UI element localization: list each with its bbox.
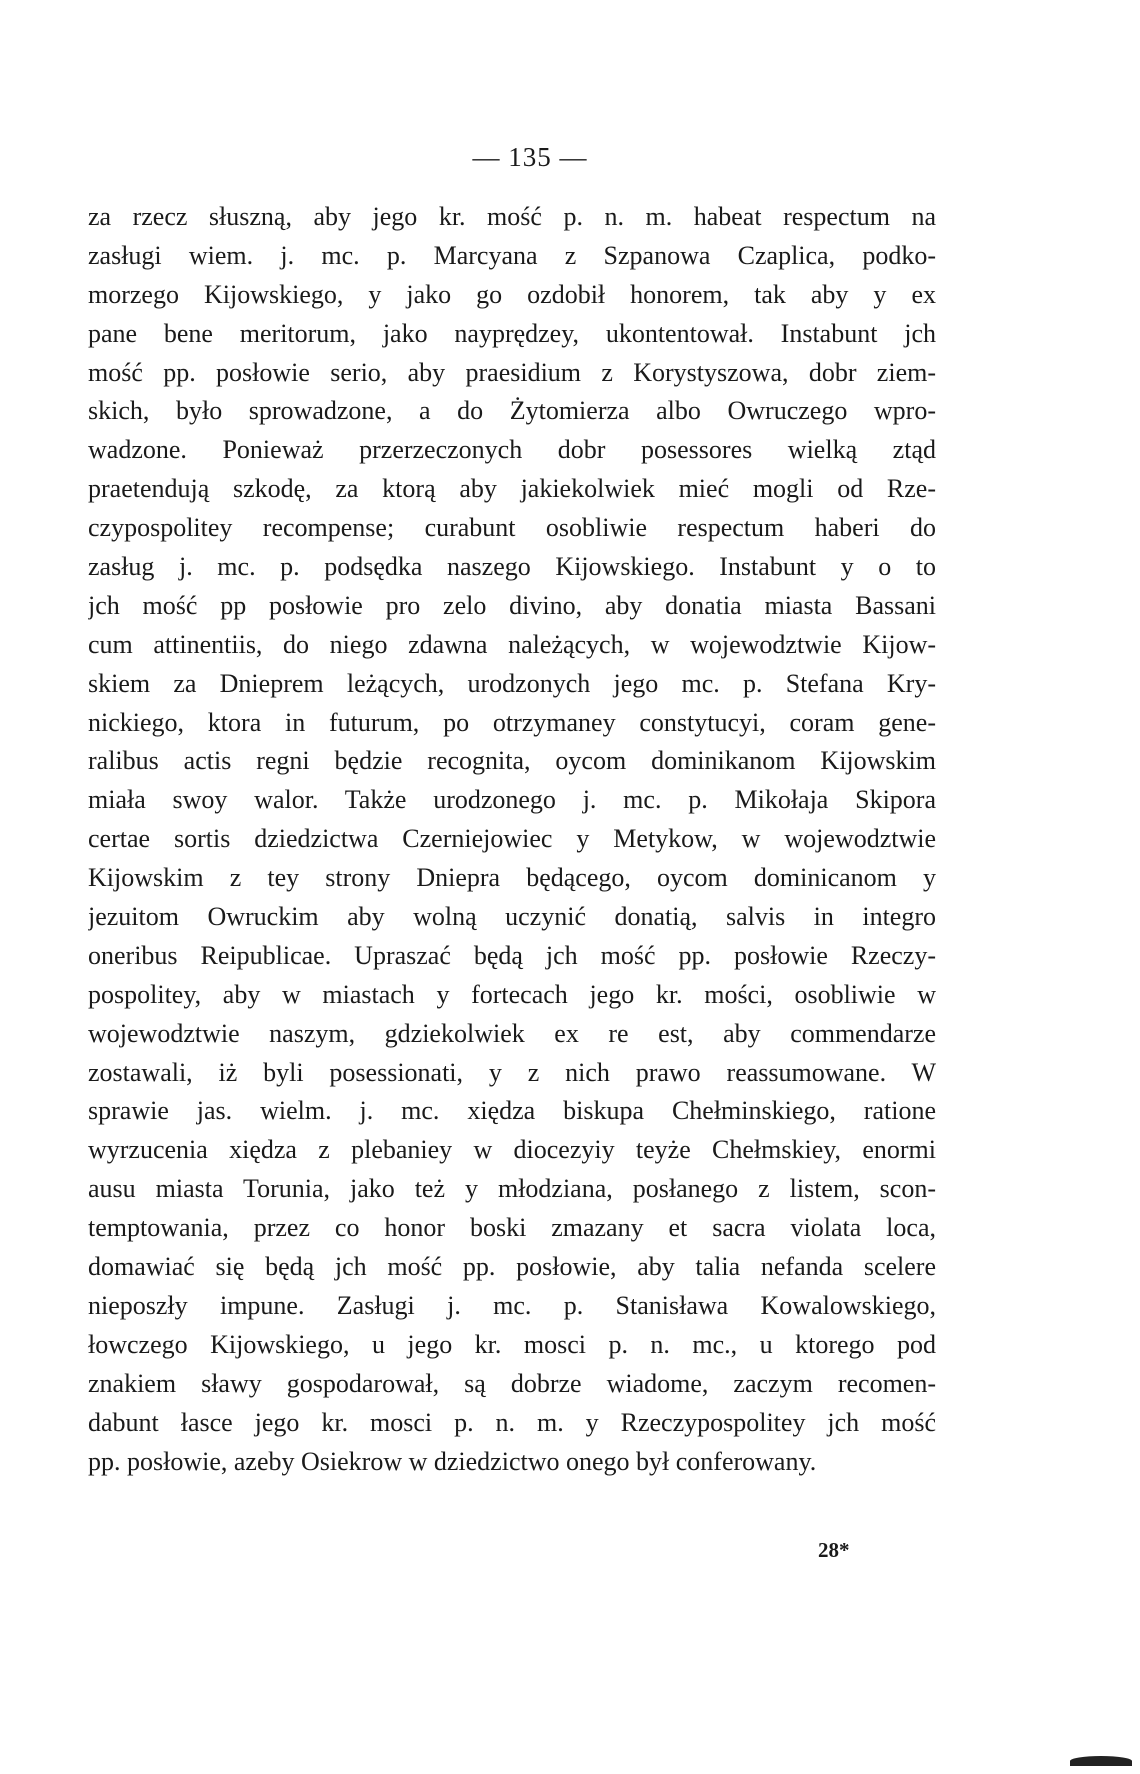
- text-line: ralibus actis regni będzie recognita, oycom dominikanom Kijowskim: [88, 746, 936, 776]
- text-line: wyrzucenia xiędza z plebaniey w diocezyiy teyże Chełmskiey, enormi: [88, 1135, 936, 1165]
- text-line: mość pp. posłowie serio, aby praesidium z Korystyszowa, dobr ziem-: [88, 357, 936, 387]
- signature-mark: 28*: [818, 1538, 850, 1562]
- text-line: certae sortis dziedzictwa Czerniejowiec y Metykow, w wojewodztwie: [88, 824, 936, 854]
- text-line: wojewodztwie naszym, gdziekolwiek ex re est, aby commendarze: [88, 1018, 936, 1048]
- text-line: czypospolitey recompense; curabunt osobliwie respectum haberi do: [88, 513, 936, 543]
- text-line: jezuitom Owruckim aby wolną uczynić donatią, salvis in integro: [88, 902, 936, 932]
- text-line: temptowania, przez co honor boski zmazany et sacra violata loca,: [88, 1213, 936, 1243]
- text-line: domawiać się będą jch mość pp. posłowie, aby talia nefanda scelere: [88, 1252, 936, 1282]
- text-line: wadzone. Ponieważ przerzeczonych dobr posessores wielką ztąd: [88, 435, 936, 465]
- text-line: oneribus Reipublicae. Upraszać będą jch mość pp. posłowie Rzeczy-: [88, 940, 936, 970]
- text-line: zasług j. mc. p. podsędka naszego Kijowskiego. Instabunt y o to: [88, 552, 936, 582]
- text-line: dabunt łasce jego kr. mosci p. n. m. y Rzeczypospolitey jch mość: [88, 1407, 936, 1437]
- text-line: za rzecz słuszną, aby jego kr. mość p. n. m. habeat respectum na: [88, 202, 936, 231]
- text-line: łowczego Kijowskiego, u jego kr. mosci p. n. mc., u ktorego pod: [88, 1329, 936, 1359]
- text-line: znakiem sławy gospodarował, są dobrze wiadome, zaczym recomen-: [88, 1368, 936, 1398]
- text-line: jch mość pp posłowie pro zelo divino, aby donatia miasta Bassani: [88, 590, 936, 620]
- text-line: pospolitey, aby w miastach y fortecach jego kr. mości, osobliwie w: [88, 979, 936, 1009]
- text-line: nieposzły impune. Zasługi j. mc. p. Stanisława Kowalowskiego,: [88, 1290, 936, 1320]
- text-line: pane bene meritorum, jako nayprędzey, ukontentował. Instabunt jch: [88, 318, 936, 348]
- text-line: pp. posłowie, azeby Osiekrow w dziedzictwo onego był conferowany.: [88, 1446, 817, 1476]
- text-line: sprawie jas. wielm. j. mc. xiędza biskupa Chełminskiego, ratione: [88, 1096, 936, 1126]
- body-text: [88, 198, 936, 1481]
- text-line: Kijowskim z tey strony Dniepra będącego, oycom dominicanom y: [88, 863, 936, 893]
- text-line: miała swoy walor. Także urodzonego j. mc. p. Mikołaja Skipora: [88, 785, 936, 815]
- text-line: ausu miasta Torunia, jako też y młodziana, posłanego z listem, scon-: [88, 1174, 936, 1204]
- text-line: skich, było sprowadzone, a do Żytomierza albo Owruczego wpro-: [88, 396, 936, 426]
- text-line: zasługi wiem. j. mc. p. Marcyana z Szpanowa Czaplica, podko-: [88, 240, 936, 270]
- text-line: nickiego, ktora in futurum, po otrzymaney constytucyi, coram gene-: [88, 707, 936, 737]
- text-line: cum attinentiis, do niego zdawna należących, w wojewodztwie Kijow-: [88, 629, 936, 659]
- text-line: morzego Kijowskiego, y jako go ozdobił honorem, tak aby y ex: [88, 279, 936, 309]
- text-line: skiem za Dnieprem leżących, urodzonych jego mc. p. Stefana Kry-: [88, 668, 936, 698]
- text-line: praetendują szkodę, za ktorą aby jakiekolwiek mieć mogli od Rze-: [88, 474, 936, 504]
- scan-edge-smudge: [1070, 1756, 1132, 1766]
- text-line: zostawali, iż byli posessionati, y z nich prawo reassumowane. W: [88, 1057, 936, 1087]
- page-number: — 135 —: [472, 142, 588, 172]
